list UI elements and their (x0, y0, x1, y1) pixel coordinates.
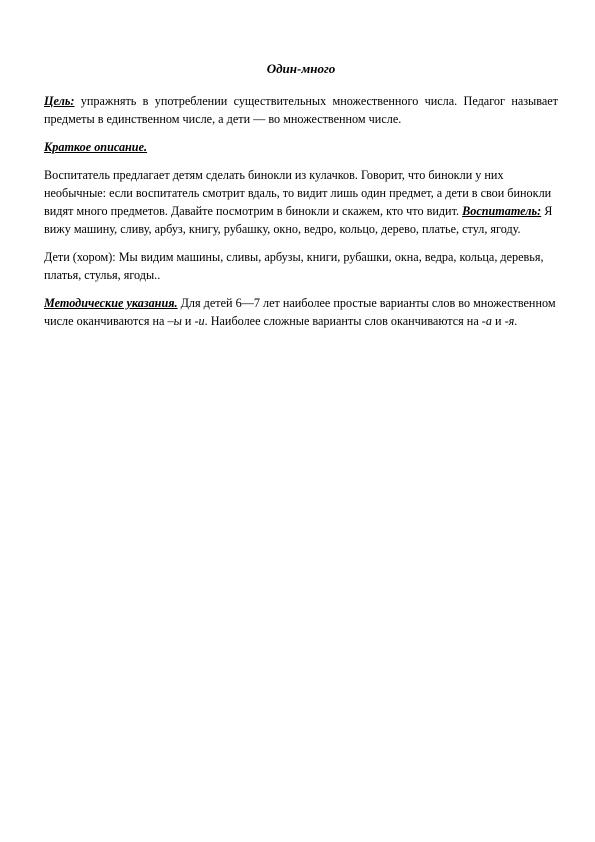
teacher-label: Воспитатель: (462, 204, 542, 218)
ending-a: -а (481, 314, 492, 328)
teacher-text: Я вижу машину, сливу, арбуз, книгу, рубашку, окно, ведро, кольцо, дерево, платье, стул, ягоду. (44, 204, 553, 236)
notes-end: . (514, 314, 518, 328)
ending-y: –ы (167, 314, 182, 328)
description-text: Воспитатель предлагает детям сделать бинокли из кулачков. Говорит, что бинокли у них необычные: если воспитатель смотрит вдаль, то видит лишь один предмет, а дети в свои бинокли видят много предметов. Давайте посмотрим в бинокли и скажем, кто что видит. (44, 168, 552, 218)
notes-and-2: и (491, 314, 505, 328)
notes-text-1: Для детей 6—7 лет наиболее простые варианты слов во множественном числе оканчиваются на (44, 296, 556, 328)
children-paragraph (44, 248, 558, 284)
ending-ya: -я (504, 314, 515, 328)
document-content (44, 60, 558, 340)
brief-heading-paragraph (44, 138, 558, 156)
notes-label: Методические указания. (44, 296, 178, 310)
goal-text: упражнять в употреблении существительных множественного числа. Педагог называет предметы в единственном числе, а дети — во множественном числе. (44, 94, 558, 126)
brief-heading: Краткое описание. (44, 140, 148, 154)
notes-text-2: . Наиболее сложные варианты слов оканчиваются на (204, 314, 482, 328)
document-title: Один-много (266, 61, 336, 76)
goal-label: Цель: (44, 94, 75, 108)
description-paragraph (44, 166, 558, 238)
ending-i: -и (194, 314, 205, 328)
children-text: Дети (хором): Мы видим машины, сливы, арбузы, книги, рубашки, окна, ведра, кольца, деревья, платья, стулья, ягоды.. (44, 250, 544, 282)
goal-paragraph (44, 92, 558, 128)
notes-and-1: и (181, 314, 195, 328)
notes-paragraph (44, 294, 558, 330)
